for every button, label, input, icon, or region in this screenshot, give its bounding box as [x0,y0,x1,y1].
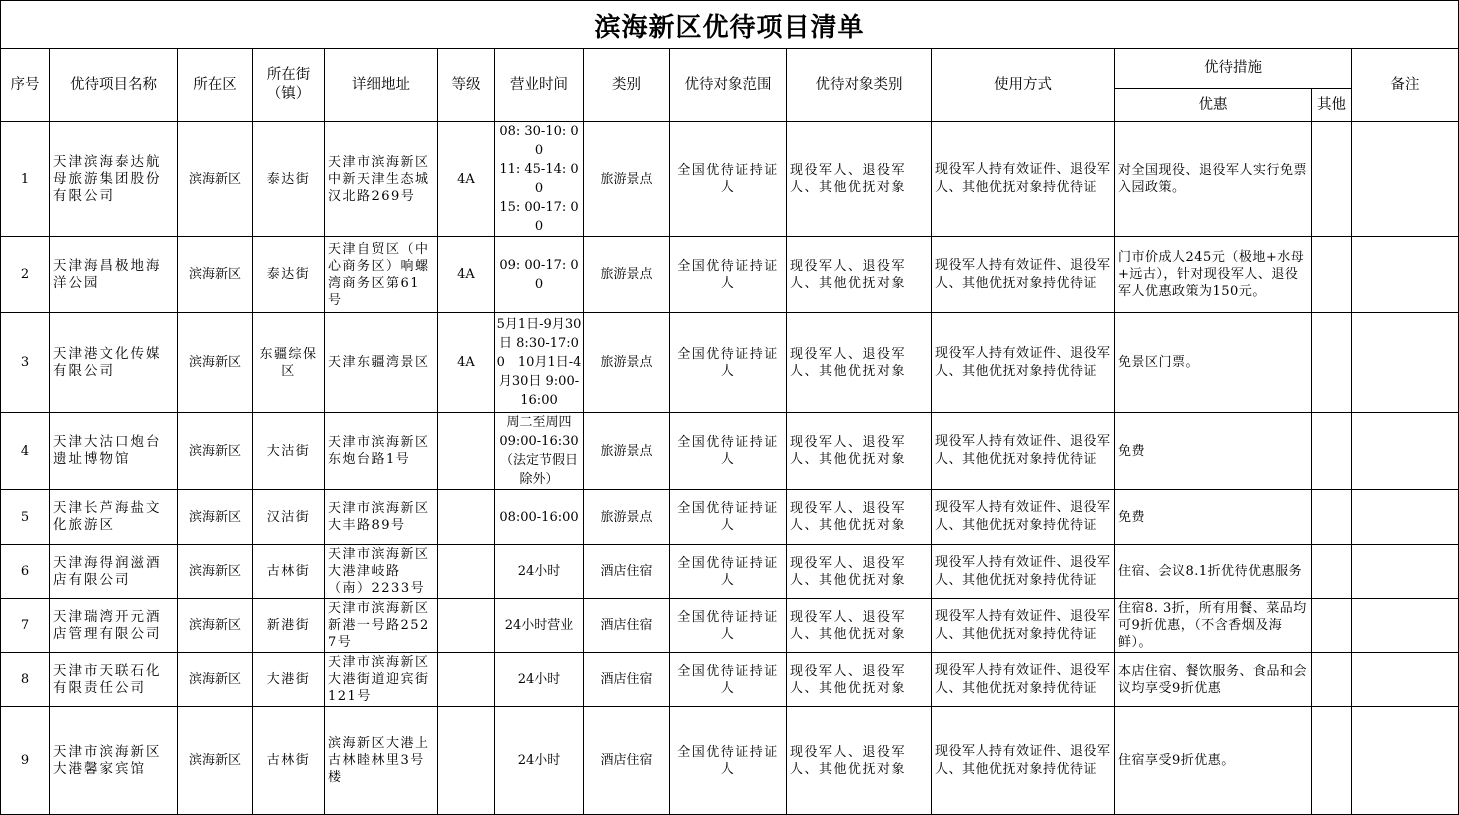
cell-grade [438,413,495,490]
cell-remark [1352,237,1459,313]
cell-seq: 2 [1,237,50,313]
cell-street: 古林街 [253,707,325,815]
header-address: 详细地址 [325,49,438,122]
cell-street: 大沽街 [253,413,325,490]
cell-discount: 住宿享受9折优惠。 [1115,707,1312,815]
cell-usage: 现役军人持有效证件、退役军人、其他优抚对象持优待证 [932,599,1115,653]
cell-grade [438,545,495,599]
cell-address: 天津自贸区（中心商务区）响螺湾商务区第61号 [325,237,438,313]
cell-project-name: 天津市滨海新区大港馨家宾馆 [50,707,178,815]
cell-other [1312,413,1352,490]
header-other: 其他 [1312,89,1352,122]
cell-other [1312,599,1352,653]
cell-street: 泰达街 [253,237,325,313]
cell-grade [438,490,495,545]
cell-scope: 全国优待证持证人 [670,313,787,413]
cell-grade [438,707,495,815]
cell-other [1312,313,1352,413]
cell-category: 酒店住宿 [584,707,670,815]
cell-street: 东疆综保区 [253,313,325,413]
cell-grade: 4A [438,237,495,313]
cell-hours: 09: 00-17: 00 [495,237,584,313]
cell-category: 旅游景点 [584,313,670,413]
cell-district: 滨海新区 [178,122,253,237]
cell-other [1312,653,1352,707]
cell-grade: 4A [438,122,495,237]
cell-category: 旅游景点 [584,413,670,490]
cell-target-type: 现役军人、退役军人、其他优抚对象 [787,413,932,490]
cell-address: 天津市滨海新区大港津岐路（南）2233号 [325,545,438,599]
cell-other [1312,490,1352,545]
table-row [1,545,1459,599]
cell-district: 滨海新区 [178,545,253,599]
cell-seq: 5 [1,490,50,545]
cell-project-name: 天津滨海泰达航母旅游集团股份有限公司 [50,122,178,237]
cell-discount: 免费 [1115,490,1312,545]
cell-target-type: 现役军人、退役军人、其他优抚对象 [787,490,932,545]
cell-hours: 24小时 [495,653,584,707]
preferential-projects-table [0,48,1459,815]
table-row [1,490,1459,545]
cell-target-type: 现役军人、退役军人、其他优抚对象 [787,707,932,815]
cell-project-name: 天津大沽口炮台遗址博物馆 [50,413,178,490]
cell-other [1312,545,1352,599]
cell-street: 泰达街 [253,122,325,237]
cell-seq: 6 [1,545,50,599]
cell-category: 旅游景点 [584,122,670,237]
cell-address: 天津市滨海新区东炮台路1号 [325,413,438,490]
table-row [1,653,1459,707]
cell-target-type: 现役军人、退役军人、其他优抚对象 [787,653,932,707]
cell-district: 滨海新区 [178,490,253,545]
cell-street: 古林街 [253,545,325,599]
table-row [1,122,1459,237]
cell-usage: 现役军人持有效证件、退役军人、其他优抚对象持优待证 [932,707,1115,815]
cell-scope: 全国优待证持证人 [670,707,787,815]
cell-project-name: 天津港文化传媒有限公司 [50,313,178,413]
cell-district: 滨海新区 [178,237,253,313]
cell-project-name: 天津海得润滋酒店有限公司 [50,545,178,599]
cell-remark [1352,413,1459,490]
cell-discount: 本店住宿、餐饮服务、食品和会议均享受9折优惠 [1115,653,1312,707]
header-seq: 序号 [1,49,50,122]
cell-target-type: 现役军人、退役军人、其他优抚对象 [787,122,932,237]
header-measures: 优待措施 [1115,49,1352,89]
table-row [1,599,1459,653]
cell-district: 滨海新区 [178,313,253,413]
cell-target-type: 现役军人、退役军人、其他优抚对象 [787,599,932,653]
cell-scope: 全国优待证持证人 [670,413,787,490]
cell-seq: 7 [1,599,50,653]
cell-remark [1352,599,1459,653]
header-remark: 备注 [1352,49,1459,122]
header-district: 所在区 [178,49,253,122]
header-discount: 优惠 [1115,89,1312,122]
cell-discount: 免费 [1115,413,1312,490]
cell-hours: 周二至周四 09:00-16:30 （法定节假日除外） [495,413,584,490]
cell-seq: 4 [1,413,50,490]
cell-remark [1352,707,1459,815]
cell-remark [1352,313,1459,413]
header-project-name: 优待项目名称 [50,49,178,122]
table-row [1,237,1459,313]
cell-usage: 现役军人持有效证件、退役军人、其他优抚对象持优待证 [932,653,1115,707]
cell-hours: 24小时 [495,707,584,815]
cell-scope: 全国优待证持证人 [670,237,787,313]
cell-remark [1352,122,1459,237]
cell-address: 天津市滨海新区大港街道迎宾街121号 [325,653,438,707]
cell-project-name: 天津长芦海盐文化旅游区 [50,490,178,545]
cell-seq: 9 [1,707,50,815]
page-title: 滨海新区优待项目清单 [0,0,1459,49]
header-row-1 [1,49,1459,89]
cell-grade [438,653,495,707]
cell-category: 旅游景点 [584,490,670,545]
header-category: 类别 [584,49,670,122]
cell-hours: 5月1日-9月30日 8:30-17:00 10月1日-4月30日 9:00-16:00 [495,313,584,413]
cell-discount: 免景区门票。 [1115,313,1312,413]
table-row [1,413,1459,490]
cell-address: 天津市滨海新区大丰路89号 [325,490,438,545]
cell-project-name: 天津市天联石化有限责任公司 [50,653,178,707]
cell-project-name: 天津海昌极地海洋公园 [50,237,178,313]
cell-grade: 4A [438,313,495,413]
cell-usage: 现役军人持有效证件、退役军人、其他优抚对象持优待证 [932,545,1115,599]
cell-district: 滨海新区 [178,413,253,490]
cell-scope: 全国优待证持证人 [670,599,787,653]
cell-usage: 现役军人持有效证件、退役军人、其他优抚对象持优待证 [932,490,1115,545]
cell-target-type: 现役军人、退役军人、其他优抚对象 [787,545,932,599]
cell-category: 旅游景点 [584,237,670,313]
cell-hours: 24小时 [495,545,584,599]
header-street: 所在街（镇） [253,49,325,122]
cell-other [1312,122,1352,237]
header-scope: 优待对象范围 [670,49,787,122]
header-usage: 使用方式 [932,49,1115,122]
table-row [1,707,1459,815]
cell-usage: 现役军人持有效证件、退役军人、其他优抚对象持优待证 [932,122,1115,237]
header-grade: 等级 [438,49,495,122]
cell-other [1312,237,1352,313]
cell-address: 天津市滨海新区新港一号路2527号 [325,599,438,653]
cell-address: 滨海新区大港上古林睦林里3号楼 [325,707,438,815]
cell-seq: 3 [1,313,50,413]
cell-usage: 现役军人持有效证件、退役军人、其他优抚对象持优待证 [932,237,1115,313]
cell-remark [1352,490,1459,545]
cell-usage: 现役军人持有效证件、退役军人、其他优抚对象持优待证 [932,313,1115,413]
cell-address: 天津东疆湾景区 [325,313,438,413]
cell-grade [438,599,495,653]
cell-seq: 8 [1,653,50,707]
cell-street: 新港街 [253,599,325,653]
header-hours: 营业时间 [495,49,584,122]
cell-project-name: 天津瑞湾开元酒店管理有限公司 [50,599,178,653]
cell-scope: 全国优待证持证人 [670,653,787,707]
cell-discount: 住宿8. 3折，所有用餐、菜品均可9折优惠，（不含香烟及海鲜）。 [1115,599,1312,653]
cell-scope: 全国优待证持证人 [670,122,787,237]
cell-remark [1352,653,1459,707]
cell-target-type: 现役军人、退役军人、其他优抚对象 [787,237,932,313]
cell-scope: 全国优待证持证人 [670,490,787,545]
cell-discount: 住宿、会议8.1折优待优惠服务 [1115,545,1312,599]
cell-usage: 现役军人持有效证件、退役军人、其他优抚对象持优待证 [932,413,1115,490]
table-row [1,313,1459,413]
cell-street: 汉沽街 [253,490,325,545]
table-body [1,122,1459,815]
cell-street: 大港街 [253,653,325,707]
cell-category: 酒店住宿 [584,599,670,653]
cell-discount: 对全国现役、退役军人实行免票入园政策。 [1115,122,1312,237]
cell-target-type: 现役军人、退役军人、其他优抚对象 [787,313,932,413]
cell-hours: 08: 30-10: 00 11: 45-14: 00 15: 00-17: 00 [495,122,584,237]
cell-district: 滨海新区 [178,599,253,653]
cell-district: 滨海新区 [178,653,253,707]
cell-category: 酒店住宿 [584,545,670,599]
cell-hours: 24小时营业 [495,599,584,653]
cell-hours: 08:00-16:00 [495,490,584,545]
header-target-type: 优待对象类别 [787,49,932,122]
cell-scope: 全国优待证持证人 [670,545,787,599]
cell-seq: 1 [1,122,50,237]
cell-remark [1352,545,1459,599]
cell-other [1312,707,1352,815]
cell-district: 滨海新区 [178,707,253,815]
cell-category: 酒店住宿 [584,653,670,707]
cell-address: 天津市滨海新区中新天津生态城汉北路269号 [325,122,438,237]
cell-discount: 门市价成人245元（极地+水母+远古），针对现役军人、退役军人优惠政策为150元。 [1115,237,1312,313]
